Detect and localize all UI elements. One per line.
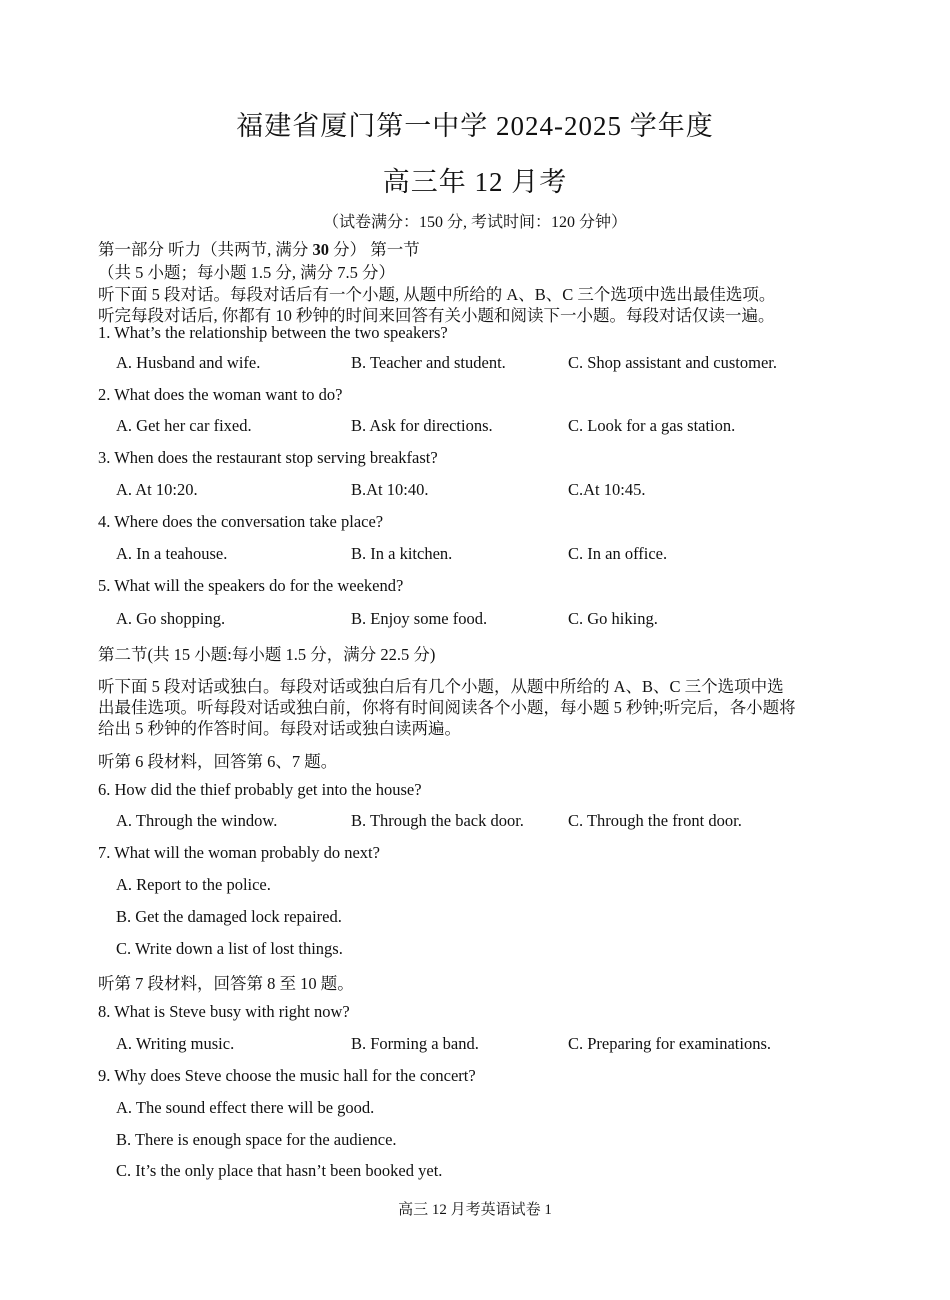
question-9: 9. Why does Steve choose the music hall for the concert? xyxy=(98,1066,476,1085)
option-c: C. It’s the only place that hasn’t been booked yet. xyxy=(116,1161,443,1180)
exam-title: 高三年 12 月考 xyxy=(382,167,568,197)
page-footer: 高三 12 月考英语试卷 1 xyxy=(398,1202,552,1218)
option-b: B.At 10:40. xyxy=(351,480,429,499)
part1-heading: 第一部分 听力（共两节, 满分 30 分） 第一节 xyxy=(98,240,420,259)
option-b: B. Teacher and student. xyxy=(351,353,506,372)
question-1: 1. What’s the relationship between the two speakers? xyxy=(98,323,448,342)
option-a: A. The sound effect there will be good. xyxy=(116,1098,375,1117)
option-a: A. In a teahouse. xyxy=(116,544,228,563)
option-a: A. Writing music. xyxy=(116,1034,235,1053)
option-a: A. Get her car fixed. xyxy=(116,416,252,435)
option-c: C.At 10:45. xyxy=(568,480,646,499)
material-7-note: 听第 7 段材料，回答第 8 至 10 题。 xyxy=(98,974,354,993)
question-4: 4. Where does the conversation take place? xyxy=(98,512,384,531)
option-b: B. Forming a band. xyxy=(351,1034,479,1053)
question-3: 3. When does the restaurant stop serving breakfast? xyxy=(98,448,438,467)
option-b: B. There is enough space for the audience. xyxy=(116,1130,397,1149)
section2-heading: 第二节(共 15 小题:每小题 1.5 分，满分 22.5 分) xyxy=(98,645,436,664)
option-a: A. Through the window. xyxy=(116,811,278,830)
option-c: C. In an office. xyxy=(568,544,668,563)
question-2: 2. What does the woman want to do? xyxy=(98,385,343,404)
question-7: 7. What will the woman probably do next? xyxy=(98,843,380,862)
option-a: A. Go shopping. xyxy=(116,609,226,628)
option-c: C. Preparing for examinations. xyxy=(568,1034,771,1053)
section2-instruction: 听下面 5 段对话或独白。每段对话或独白后有几个小题，从题中所给的 A、B、C 三个选项中选 xyxy=(98,677,784,696)
option-c: C. Shop assistant and customer. xyxy=(568,353,777,372)
part1-score: 30 xyxy=(312,240,329,259)
material-6-note: 听第 6 段材料，回答第 6、7 题。 xyxy=(98,752,338,771)
option-b: B. Enjoy some food. xyxy=(351,609,488,628)
option-b: B. In a kitchen. xyxy=(351,544,453,563)
school-title: 福建省厦门第一中学 2024-2025 学年度 xyxy=(236,111,714,141)
option-a: A. Report to the police. xyxy=(116,875,271,894)
option-a: A. Husband and wife. xyxy=(116,353,261,372)
section2-instruction: 出最佳选项。听每段对话或独白前，你将有时间阅读各个小题，每小题 5 秒钟;听完后，各小题将 xyxy=(98,698,796,717)
option-c: C. Look for a gas station. xyxy=(568,416,736,435)
section1-note: （共 5 小题；每小题 1.5 分, 满分 7.5 分） xyxy=(98,263,395,282)
question-8: 8. What is Steve busy with right now? xyxy=(98,1002,350,1021)
option-c: C. Go hiking. xyxy=(568,609,658,628)
section1-instruction: 听完每段对话后, 你都有 10 秒钟的时间来回答有关小题和阅读下一小题。每段对话仅读一遍。 xyxy=(98,306,775,325)
section1-instruction: 听下面 5 段对话。每段对话后有一个小题, 从题中所给的 A、B、C 三个选项中选出最佳选项。 xyxy=(98,285,776,304)
option-b: B. Get the damaged lock repaired. xyxy=(116,907,342,926)
question-6: 6. How did the thief probably get into the house? xyxy=(98,780,422,799)
question-5: 5. What will the speakers do for the weekend? xyxy=(98,576,404,595)
option-c: C. Through the front door. xyxy=(568,811,742,830)
option-c: C. Write down a list of lost things. xyxy=(116,939,343,958)
option-a: A. At 10:20. xyxy=(116,480,198,499)
section2-instruction: 给出 5 秒钟的作答时间。每段对话或独白读两遍。 xyxy=(98,719,461,738)
exam-info: （试卷满分：150 分, 考试时间：120 分钟） xyxy=(322,214,627,231)
option-b: B. Through the back door. xyxy=(351,811,524,830)
option-b: B. Ask for directions. xyxy=(351,416,493,435)
